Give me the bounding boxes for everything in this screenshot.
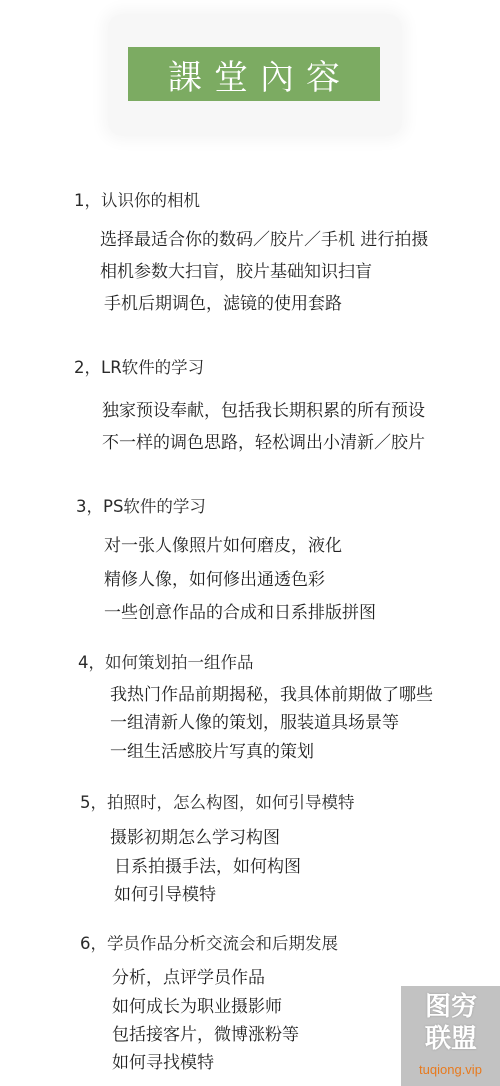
watermark-line-2: 联盟: [424, 1024, 477, 1054]
section-item: 对一张人像照片如何磨皮，液化: [104, 536, 342, 556]
section-heading: 6，学员作品分析交流会和后期发展: [80, 934, 338, 953]
section-heading: 1，认识你的相机: [74, 191, 200, 210]
watermark-line-1: 图穷: [424, 992, 477, 1022]
section-item: 如何寻找模特: [112, 1053, 214, 1073]
site-watermark-logo: [401, 986, 500, 1086]
section-item: 相机参数大扫盲，胶片基础知识扫盲: [100, 262, 372, 282]
watermark-domain: tuqiong.vip: [419, 1062, 482, 1077]
section-heading: 4，如何策划拍一组作品: [78, 653, 254, 672]
section-item: 不一样的调色思路，轻松调出小清新／胶片: [102, 433, 425, 453]
section-item: 一组生活感胶片写真的策划: [110, 742, 314, 762]
section-item: 选择最适合你的数码／胶片／手机 进行拍摄: [100, 230, 429, 250]
section-item: 独家预设奉献，包括我长期积累的所有预设: [102, 401, 425, 421]
section-item: 分析，点评学员作品: [112, 968, 265, 988]
section-item: 我热门作品前期揭秘，我具体前期做了哪些: [110, 685, 433, 705]
section-item: 包括接客片，微博涨粉等: [112, 1025, 299, 1045]
section-heading: 5，拍照时，怎么构图，如何引导模特: [80, 793, 355, 812]
section-item: 如何成长为职业摄影师: [112, 997, 282, 1017]
section-item: 手机后期调色，滤镜的使用套路: [104, 294, 342, 314]
section-item: 一些创意作品的合成和日系排版拼图: [104, 603, 376, 623]
section-item: 摄影初期怎么学习构图: [110, 828, 280, 848]
section-item: 精修人像，如何修出通透色彩: [104, 570, 325, 590]
section-item: 一组清新人像的策划，服装道具场景等: [110, 713, 399, 733]
section-item: 日系拍摄手法，如何构图: [114, 857, 301, 877]
section-heading: 3，PS软件的学习: [76, 497, 206, 516]
section-item: 如何引导模特: [114, 885, 216, 905]
title-banner: [128, 47, 380, 101]
section-heading: 2，LR软件的学习: [74, 358, 205, 377]
page-title: 課堂內容: [168, 57, 352, 98]
